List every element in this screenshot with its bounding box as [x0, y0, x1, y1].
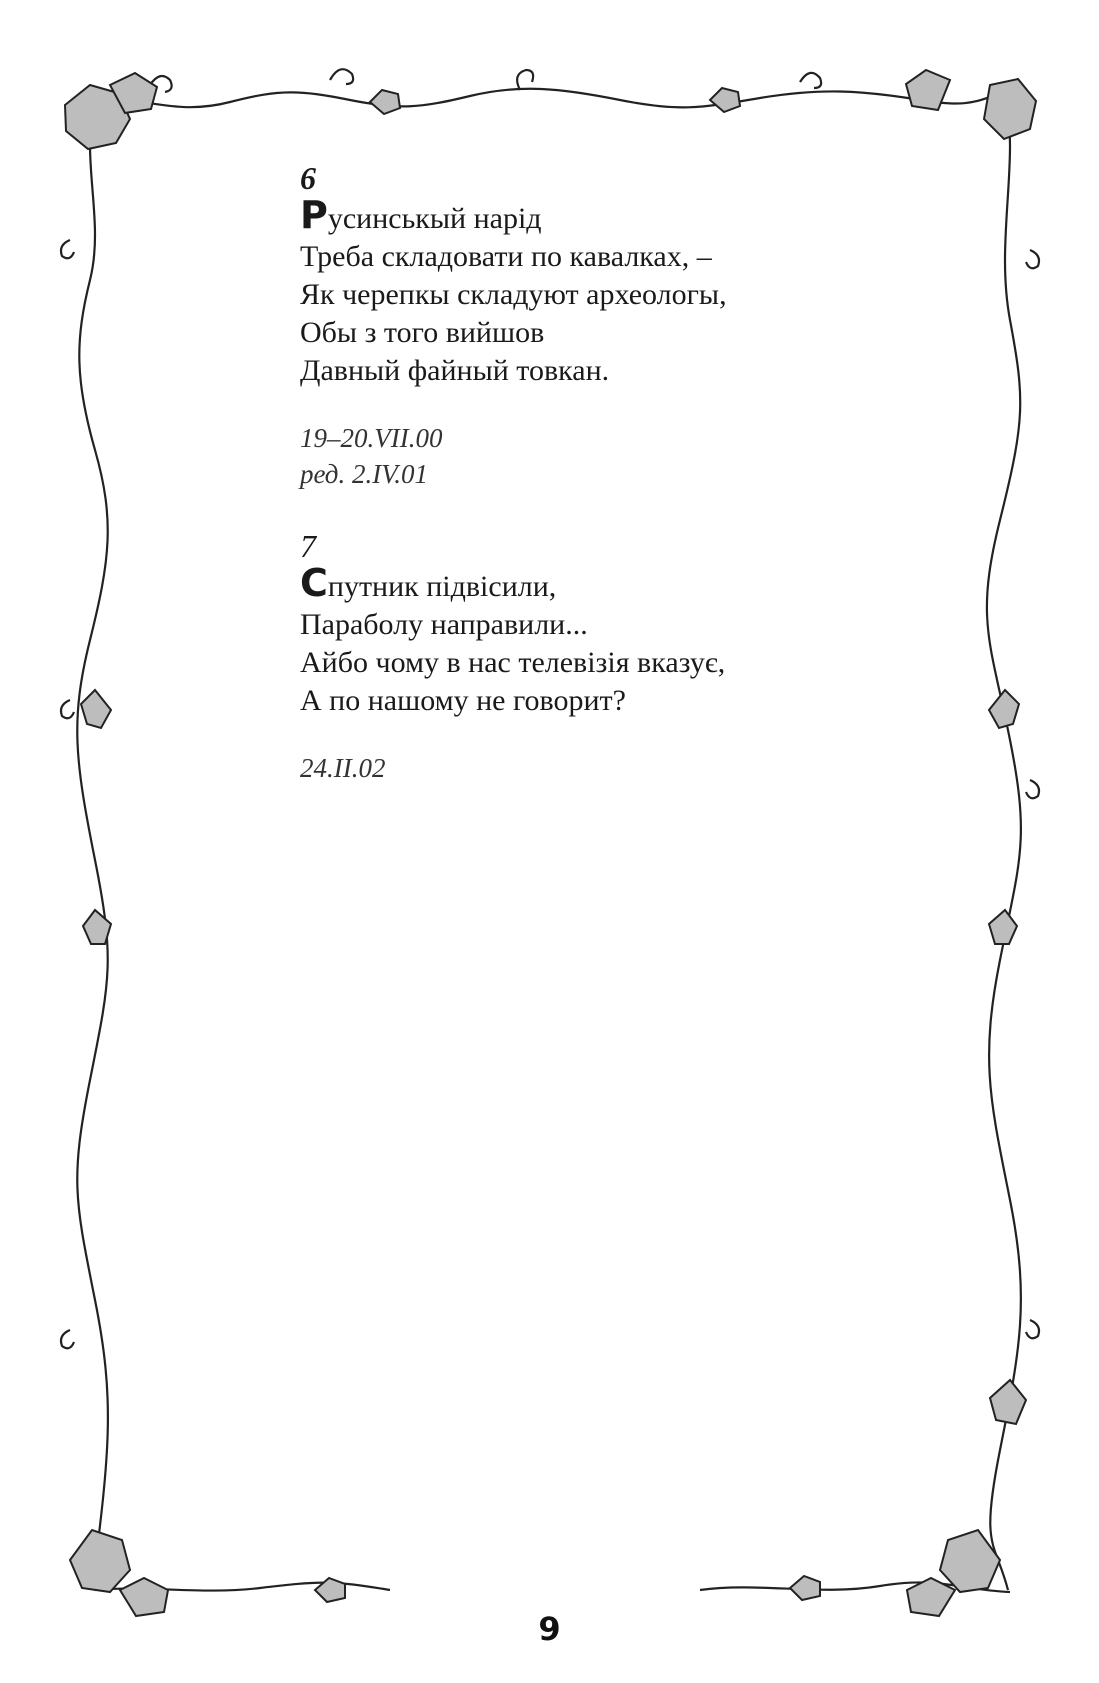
poem-line: Як черепкы складуют археологы, — [300, 278, 727, 311]
first-line-text: путник підвісили, — [327, 570, 557, 603]
poem-date: 24.II.02 — [300, 753, 386, 783]
poem-line: Параболу направили... — [300, 608, 588, 641]
poem-line: Айбо чому в нас телевізія вказує, — [300, 646, 726, 679]
drop-cap: С — [300, 561, 328, 605]
poem-first-line — [300, 193, 1000, 238]
poem-number: 7 — [300, 528, 316, 564]
poem-first-line — [300, 561, 1000, 606]
poem-date: 19–20.VII.00 — [300, 423, 443, 453]
page-number: 9 — [538, 1610, 561, 1648]
poem-number: 6 — [300, 160, 316, 196]
drop-cap: Р — [300, 193, 328, 237]
poem-line: А по нашому не говорит? — [300, 684, 626, 717]
poem-line: Давный файный товкан. — [300, 354, 610, 387]
poem-6 — [300, 160, 1000, 492]
poem-text-block — [300, 160, 1000, 786]
first-line-text: усинськый нарід — [327, 202, 542, 235]
poem-line: Обы з того вийшов — [300, 316, 545, 349]
poem-line: Треба складовати по кавалках, – — [300, 240, 712, 273]
poem-revision-date: ред. 2.IV.01 — [300, 459, 428, 489]
poem-7 — [300, 528, 1000, 786]
